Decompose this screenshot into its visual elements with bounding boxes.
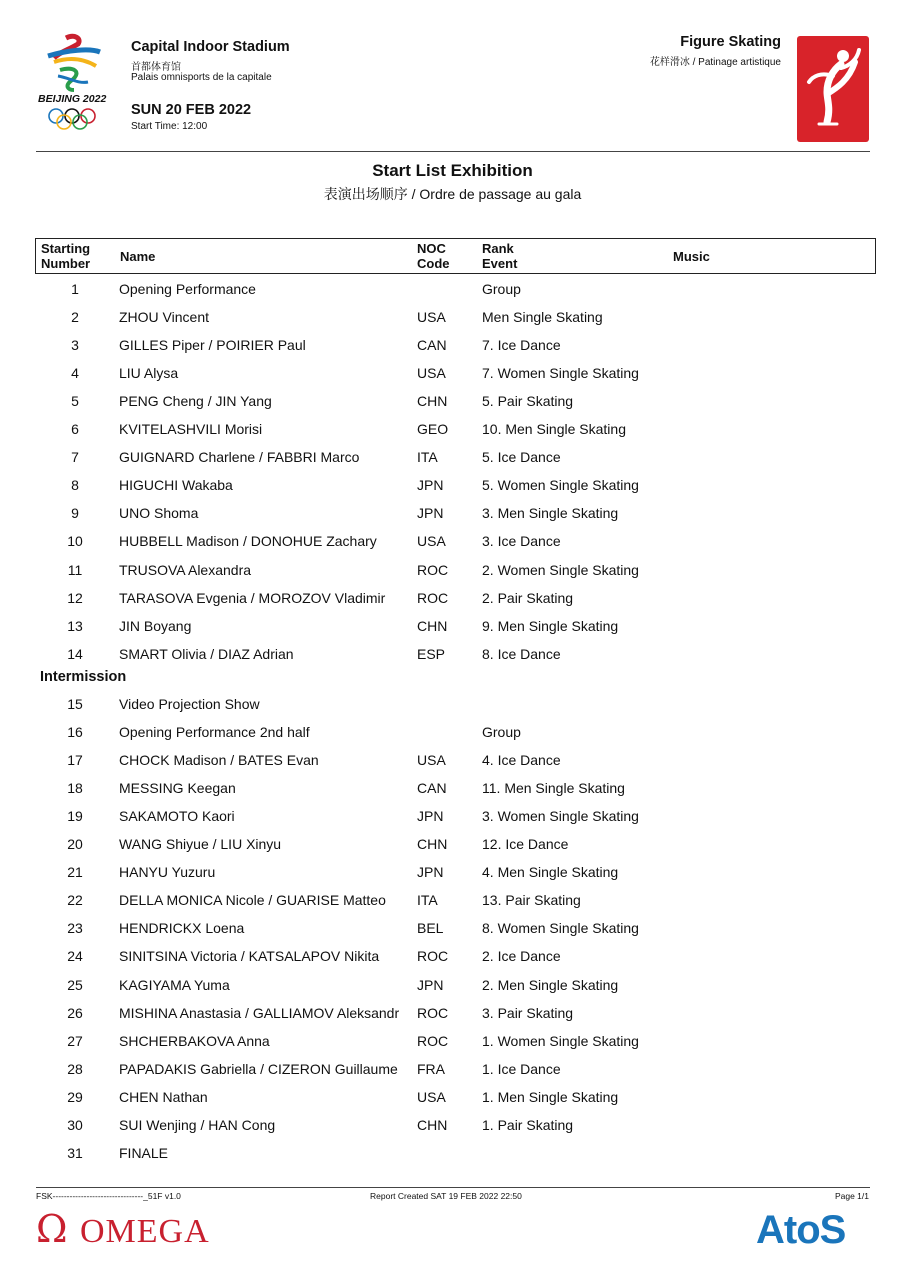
document-title: Start List Exhibition (372, 161, 533, 180)
starting-number: 7 (71, 449, 79, 466)
table-row (0, 560, 905, 580)
rank-event: 7. Women Single Skating (482, 365, 639, 382)
table-row (0, 1143, 905, 1163)
starting-number: 25 (67, 976, 83, 993)
noc-code: JPN (417, 808, 444, 825)
noc-code: JPN (417, 864, 444, 881)
table-row (0, 363, 905, 383)
table-row (0, 778, 905, 798)
athlete-name: MESSING Keegan (119, 780, 236, 797)
venue-name-fr: Palais omnisports de la capitale (131, 72, 272, 83)
athlete-name: GILLES Piper / POIRIER Paul (119, 337, 306, 354)
sport-subtitle: 花样滑冰 / Patinage artistique (649, 57, 781, 68)
noc-code: CHN (417, 836, 448, 853)
athlete-name: PAPADAKIS Gabriella / CIZERON Guillaume (119, 1060, 398, 1077)
rank-event: Men Single Skating (482, 309, 603, 326)
header-rank-event: Rank Event (482, 241, 518, 271)
rank-event: 5. Ice Dance (482, 449, 561, 466)
starting-number: 4 (71, 365, 79, 382)
table-row (0, 419, 905, 439)
athlete-name: SUI Wenjing / HAN Cong (119, 1116, 276, 1133)
noc-code: ROC (417, 561, 449, 578)
omega-logo (36, 1208, 246, 1248)
starting-number: 5 (71, 393, 79, 410)
rank-event: 7. Ice Dance (482, 337, 561, 354)
rank-event: 1. Women Single Skating (482, 1032, 639, 1049)
athlete-name: WANG Shiyue / LIU Xinyu (119, 836, 282, 853)
athlete-name: UNO Shoma (119, 505, 199, 522)
noc-code: GEO (417, 421, 449, 438)
noc-code: CHN (417, 1116, 448, 1133)
table-row (0, 391, 905, 411)
omega-logo-text: OMEGA (80, 1213, 210, 1248)
athlete-name: FINALE (119, 1144, 169, 1161)
rank-event: 10. Men Single Skating (482, 421, 626, 438)
table-row (0, 862, 905, 882)
starting-number: 24 (67, 948, 83, 965)
athlete-name: HENDRICKX Loena (119, 920, 245, 937)
athlete-name: KVITELASHVILI Morisi (119, 421, 263, 438)
rank-event: 2. Women Single Skating (482, 561, 639, 578)
starting-number: 19 (67, 808, 83, 825)
games-logo-text: BEIJING 2022 (38, 93, 107, 105)
noc-code: USA (417, 752, 446, 769)
starting-number: 23 (67, 920, 83, 937)
noc-code: ITA (417, 449, 438, 466)
rank-event: 13. Pair Skating (482, 892, 581, 909)
noc-code: CHN (417, 393, 448, 410)
athlete-name: SHCHERBAKOVA Anna (119, 1032, 270, 1049)
noc-code: ESP (417, 645, 446, 662)
noc-code: FRA (417, 1060, 445, 1077)
starting-number: 28 (67, 1060, 83, 1077)
rank-event: 1. Ice Dance (482, 1060, 561, 1077)
event-date: SUN 20 FEB 2022 (131, 102, 252, 118)
rank-event: 5. Pair Skating (482, 393, 574, 410)
table-row (0, 588, 905, 608)
rank-event: 3. Women Single Skating (482, 808, 639, 825)
athlete-name: HANYU Yuzuru (119, 864, 216, 881)
rank-event: 3. Pair Skating (482, 1004, 574, 1021)
noc-code: JPN (417, 477, 444, 494)
table-row (0, 307, 905, 327)
table-row (0, 335, 905, 355)
table-row (0, 1059, 905, 1079)
starting-number: 21 (67, 864, 83, 881)
table-row (0, 1115, 905, 1135)
atos-logo (756, 1205, 871, 1249)
intermission-label: Intermission (40, 669, 127, 685)
noc-code: USA (417, 1088, 446, 1105)
starting-number: 20 (67, 836, 83, 853)
header-name: Name (120, 249, 156, 264)
header-noc-code: NOC Code (417, 241, 450, 271)
starting-number: 9 (71, 505, 79, 522)
noc-code: JPN (417, 505, 444, 522)
starting-number: 11 (67, 561, 83, 578)
atos-logo-text: AtoS (756, 1208, 846, 1249)
athlete-name: Opening Performance 2nd half (119, 724, 310, 741)
starting-number: 12 (67, 589, 83, 606)
table-row (0, 722, 905, 742)
table-row (0, 890, 905, 910)
sport-title: Figure Skating (680, 34, 781, 50)
noc-code: USA (417, 309, 446, 326)
table-row (0, 918, 905, 938)
header-starting-number: Starting Number (41, 241, 91, 271)
rank-event: 3. Men Single Skating (482, 505, 619, 522)
rank-event: 2. Ice Dance (482, 948, 561, 965)
table-row (0, 475, 905, 495)
noc-code: CAN (417, 780, 447, 797)
starting-number: 17 (67, 752, 83, 769)
table-row (0, 279, 905, 299)
athlete-name: SMART Olivia / DIAZ Adrian (119, 645, 294, 662)
athlete-name: JIN Boyang (119, 617, 192, 634)
table-row (0, 1003, 905, 1023)
rank-event: 12. Ice Dance (482, 836, 569, 853)
athlete-name: Opening Performance (119, 281, 256, 297)
starting-number: 6 (71, 421, 79, 438)
starting-number: 29 (67, 1088, 83, 1105)
rank-event: 2. Men Single Skating (482, 976, 619, 993)
starting-number: 3 (71, 337, 79, 354)
venue-name-zh: 首都体育馆 (131, 62, 181, 73)
athlete-name: DELLA MONICA Nicole / GUARISE Matteo (119, 892, 386, 909)
starting-number: 30 (67, 1116, 83, 1133)
athlete-name: CHOCK Madison / BATES Evan (119, 752, 319, 769)
figure-skating-pictogram-icon (797, 36, 869, 142)
table-row (0, 616, 905, 636)
footer-divider (36, 1187, 870, 1188)
noc-code: USA (417, 365, 446, 382)
table-row (0, 1031, 905, 1051)
table-row (0, 644, 905, 664)
svg-text:Ω: Ω (36, 1208, 68, 1248)
rank-event: 2. Pair Skating (482, 589, 574, 606)
starting-number: 18 (67, 780, 83, 797)
table-row (0, 447, 905, 467)
athlete-name: Video Projection Show (119, 696, 260, 712)
starting-number: 2 (71, 309, 79, 326)
athlete-name: LIU Alysa (119, 365, 179, 382)
starting-number: 14 (67, 645, 83, 662)
table-row (0, 1087, 905, 1107)
noc-code: JPN (417, 976, 444, 993)
athlete-name: GUIGNARD Charlene / FABBRI Marco (119, 449, 360, 466)
beijing-2022-logo (38, 32, 118, 132)
footer-code: FSK--------------------------------_51F v1.0 (36, 1191, 181, 1201)
athlete-name: SINITSINA Victoria / KATSALAPOV Nikita (119, 948, 380, 965)
starting-number: 15 (67, 696, 83, 712)
rank-event: 3. Ice Dance (482, 533, 561, 550)
athlete-name: HUBBELL Madison / DONOHUE Zachary (119, 533, 377, 550)
noc-code: ROC (417, 948, 449, 965)
document-subtitle: 表演出场顺序 / Ordre de passage au gala (323, 186, 582, 202)
athlete-name: TARASOVA Evgenia / MOROZOV Vladimir (119, 589, 386, 606)
table-row (0, 975, 905, 995)
table-row (0, 503, 905, 523)
noc-code: CHN (417, 617, 448, 634)
rank-event: 4. Men Single Skating (482, 864, 619, 881)
table-row (0, 694, 905, 714)
noc-code: CAN (417, 337, 447, 354)
athlete-name: HIGUCHI Wakaba (119, 477, 233, 494)
starting-number: 26 (67, 1004, 83, 1021)
footer-report-created: Report Created SAT 19 FEB 2022 22:50 (370, 1191, 522, 1201)
starting-number: 13 (67, 617, 83, 634)
header-divider (36, 151, 870, 152)
starting-number: 1 (71, 281, 79, 297)
rank-event: 1. Pair Skating (482, 1116, 574, 1133)
rank-event: 1. Men Single Skating (482, 1088, 619, 1105)
table-row (0, 806, 905, 826)
table-header (35, 238, 876, 274)
athlete-name: ZHOU Vincent (119, 309, 209, 326)
rank-event: 9. Men Single Skating (482, 617, 619, 634)
starting-number: 16 (67, 724, 83, 741)
starting-number: 31 (67, 1144, 83, 1161)
table-row (0, 531, 905, 551)
starting-number: 27 (67, 1032, 83, 1049)
rank-event: 5. Women Single Skating (482, 477, 639, 494)
athlete-name: SAKAMOTO Kaori (119, 808, 235, 825)
athlete-name: CHEN Nathan (119, 1088, 208, 1105)
noc-code: ROC (417, 1004, 449, 1021)
venue-name: Capital Indoor Stadium (131, 39, 290, 55)
athlete-name: KAGIYAMA Yuma (119, 976, 230, 993)
athlete-name: PENG Cheng / JIN Yang (119, 393, 272, 410)
rank-event: 8. Women Single Skating (482, 920, 639, 937)
noc-code: ROC (417, 1032, 449, 1049)
noc-code: ITA (417, 892, 438, 909)
table-row (0, 834, 905, 854)
athlete-name: TRUSOVA Alexandra (119, 561, 252, 578)
starting-number: 22 (67, 892, 83, 909)
noc-code: BEL (417, 920, 444, 937)
header-music: Music (673, 249, 710, 264)
rank-event: Group (482, 724, 521, 741)
rank-event: 8. Ice Dance (482, 645, 561, 662)
rank-event: 4. Ice Dance (482, 752, 561, 769)
starting-number: 8 (71, 477, 79, 494)
noc-code: USA (417, 533, 446, 550)
athlete-name: MISHINA Anastasia / GALLIAMOV Aleksandr (119, 1004, 400, 1021)
start-time: Start Time: 12:00 (131, 121, 208, 132)
table-row (0, 750, 905, 770)
noc-code: ROC (417, 589, 449, 606)
rank-event: 11. Men Single Skating (482, 780, 625, 797)
footer-page: Page 1/1 (834, 1191, 869, 1201)
starting-number: 10 (67, 533, 83, 550)
table-row (0, 946, 905, 966)
rank-event: Group (482, 281, 521, 297)
